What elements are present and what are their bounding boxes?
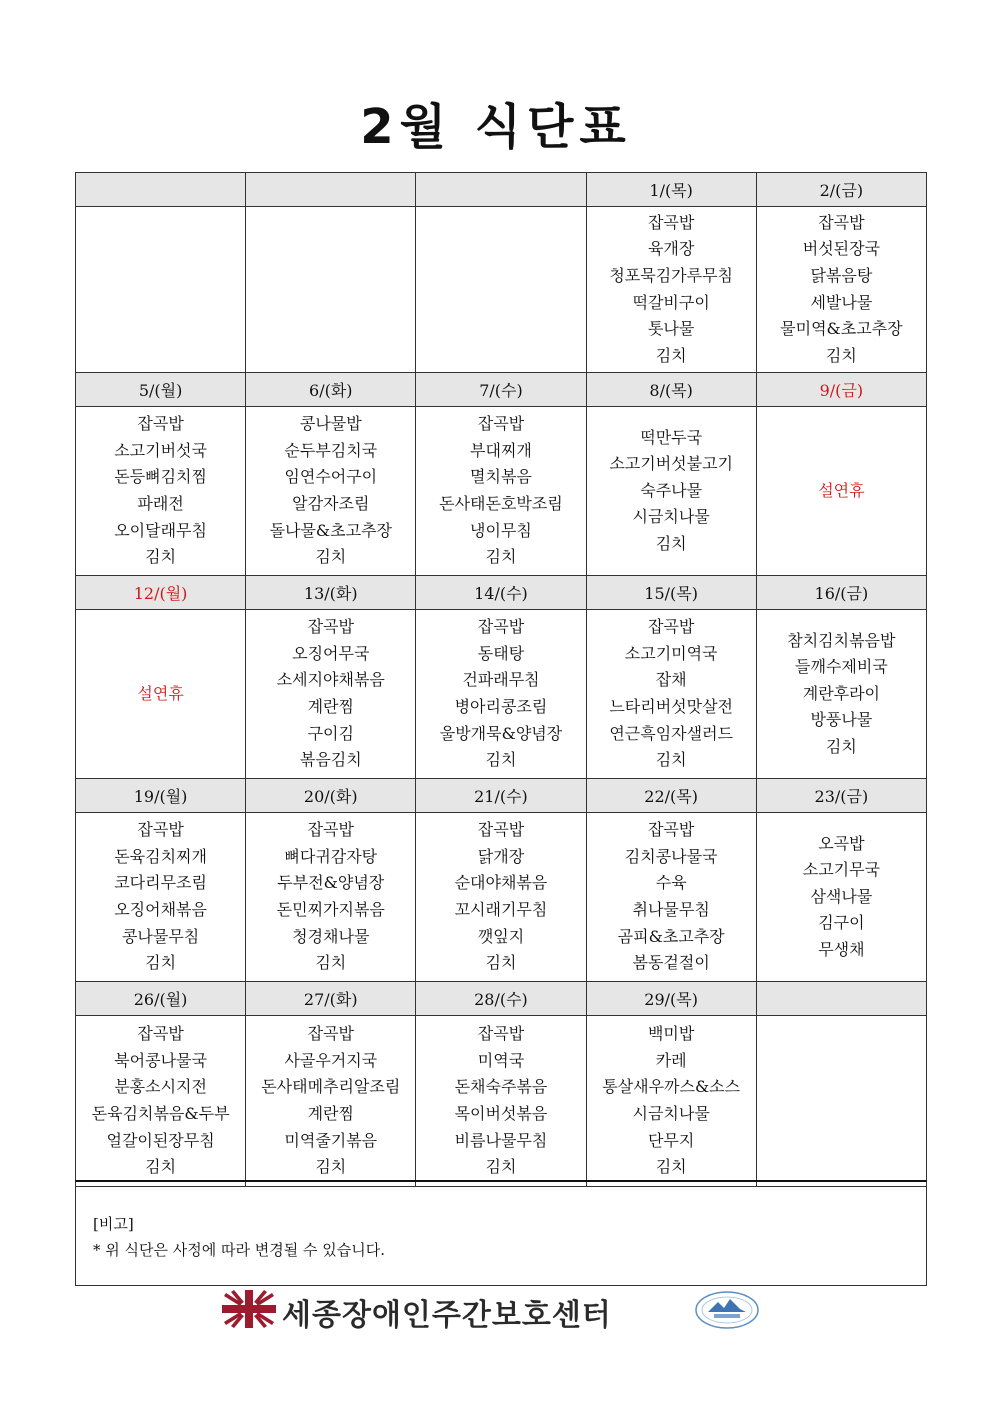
menu-cell bbox=[586, 1016, 756, 1187]
center-emblem-icon bbox=[694, 1290, 760, 1334]
date-header-row bbox=[76, 576, 927, 610]
menu-item: 오이달래무침 bbox=[114, 520, 207, 540]
menu-cell bbox=[586, 207, 756, 373]
menu-item: 냉이무침 bbox=[470, 520, 532, 540]
menu-item: 카레 bbox=[655, 1050, 687, 1070]
menu-item: 소고기버섯불고기 bbox=[609, 454, 733, 474]
menu-item: 김치 bbox=[315, 1157, 347, 1177]
menu-item: 잡곡밥 bbox=[307, 1024, 354, 1044]
menu-item: 잡곡밥 bbox=[477, 820, 525, 840]
menu-item: 김치 bbox=[485, 953, 517, 973]
menu-item: 오징어무국 bbox=[292, 643, 370, 663]
date-header-cell: 16/(금) bbox=[756, 576, 926, 610]
date-header-cell: 9/(금) bbox=[756, 373, 926, 407]
menu-item: 닭볶음탕 bbox=[810, 265, 873, 285]
menu-item: 수육 bbox=[655, 873, 687, 893]
menu-item: 병아리콩조림 bbox=[454, 697, 548, 716]
menu-item: 잡곡밥 bbox=[137, 820, 184, 840]
menu-item: 소세지야채볶음 bbox=[276, 670, 385, 690]
date-header-cell: 2/(금) bbox=[756, 173, 926, 207]
menu-cell bbox=[756, 813, 926, 982]
menu-item: 건파래무침 bbox=[462, 670, 540, 690]
date-header-cell: 28/(수) bbox=[416, 982, 586, 1016]
menu-item: 김치콩나물국 bbox=[624, 846, 718, 866]
menu-item: 북어콩나물국 bbox=[114, 1050, 207, 1070]
menu-item: 김치 bbox=[655, 533, 687, 553]
date-header-cell: 26/(월) bbox=[76, 982, 246, 1016]
menu-item: 김치 bbox=[315, 953, 347, 973]
menu-item: 볶음김치 bbox=[299, 750, 362, 770]
menu-item: 잡곡밥 bbox=[818, 212, 865, 232]
menu-item: 깻잎지 bbox=[477, 926, 525, 946]
menu-cell bbox=[586, 610, 756, 779]
menu-item: 잡곡밥 bbox=[137, 1024, 184, 1044]
menu-cell bbox=[586, 407, 756, 576]
date-header-cell: 13/(화) bbox=[246, 576, 416, 610]
menu-item: 목이버섯볶음 bbox=[454, 1104, 548, 1123]
menu-cell bbox=[756, 407, 926, 576]
menu-item: 단무지 bbox=[647, 1130, 695, 1150]
menu-item: 두부전&양념장 bbox=[277, 873, 385, 893]
date-header-cell: 27/(화) bbox=[246, 982, 416, 1016]
date-header-cell: 7/(수) bbox=[416, 373, 586, 407]
menu-item: 계란찜 bbox=[307, 1104, 354, 1123]
menu-item: 김치 bbox=[825, 345, 857, 365]
menu-item: 돈민찌가지볶음 bbox=[276, 900, 385, 919]
menu-item: 봄동겉절이 bbox=[632, 953, 710, 973]
menu-item: 잡곡밥 bbox=[137, 414, 184, 434]
menu-item: 김치 bbox=[315, 547, 347, 567]
menu-item: 육개장 bbox=[647, 239, 695, 259]
menu-item: 잡곡밥 bbox=[647, 617, 695, 637]
date-header-row bbox=[76, 779, 927, 813]
menu-item: 꼬시래기무침 bbox=[454, 900, 548, 919]
date-header-row bbox=[76, 373, 927, 407]
holiday-label: 설연휴 bbox=[818, 480, 865, 500]
menu-cell bbox=[246, 610, 416, 779]
menu-item: 잡채 bbox=[655, 670, 687, 690]
menu-item: 김치 bbox=[145, 547, 177, 567]
menu-item: 코다리무조림 bbox=[114, 873, 207, 893]
menu-item: 김치 bbox=[485, 1157, 517, 1177]
menu-item: 김치 bbox=[485, 750, 517, 770]
menu-item: 청포묵김가루무침 bbox=[609, 265, 733, 285]
menu-cell bbox=[756, 1016, 926, 1187]
menu-item: 돈사태메추리알조림 bbox=[261, 1077, 401, 1097]
menu-item: 떡갈비구이 bbox=[632, 292, 710, 312]
menu-item: 임연수어구이 bbox=[284, 467, 378, 487]
menu-item: 연근흑임자샐러드 bbox=[609, 723, 733, 743]
footer bbox=[0, 1288, 992, 1334]
date-header-cell: 6/(화) bbox=[246, 373, 416, 407]
date-header-cell: 12/(월) bbox=[76, 576, 246, 610]
menu-item: 김치 bbox=[825, 736, 857, 756]
menu-row bbox=[76, 813, 927, 982]
date-header-cell: 1/(목) bbox=[586, 173, 756, 207]
menu-item: 김치 bbox=[145, 1157, 177, 1177]
menu-item: 미역줄기볶음 bbox=[284, 1130, 378, 1150]
menu-cell bbox=[76, 207, 246, 373]
date-header-cell bbox=[76, 173, 246, 207]
menu-cell bbox=[756, 610, 926, 779]
menu-item: 닭개장 bbox=[477, 846, 525, 866]
menu-item: 순두부김치국 bbox=[284, 440, 378, 460]
menu-item: 소고기버섯국 bbox=[114, 440, 207, 460]
meal-plan-table bbox=[75, 172, 927, 1187]
menu-item: 김치 bbox=[655, 750, 687, 770]
menu-item: 뼈다귀감자탕 bbox=[284, 846, 378, 866]
date-header-cell: 19/(월) bbox=[76, 779, 246, 813]
menu-item: 순대야채볶음 bbox=[454, 873, 548, 893]
menu-item: 콩나물무침 bbox=[121, 926, 200, 946]
date-header-cell bbox=[416, 173, 586, 207]
menu-cell bbox=[246, 207, 416, 373]
menu-item: 김치 bbox=[655, 1157, 687, 1177]
menu-item: 느타리버섯맛살전 bbox=[609, 697, 733, 716]
menu-item: 삼색나물 bbox=[810, 886, 873, 906]
holiday-label: 설연휴 bbox=[137, 683, 184, 703]
menu-item: 멸치볶음 bbox=[470, 467, 532, 487]
menu-item: 물미역&초고추장 bbox=[780, 319, 903, 339]
menu-item: 미역국 bbox=[477, 1050, 525, 1070]
menu-item: 돈사태돈호박조림 bbox=[439, 494, 563, 513]
menu-item: 돈육김치볶음&두부 bbox=[91, 1104, 230, 1123]
menu-item: 계란후라이 bbox=[802, 683, 881, 703]
menu-item: 돌나물&초고추장 bbox=[269, 520, 392, 540]
menu-item: 세발나물 bbox=[810, 292, 873, 312]
date-header-cell: 8/(목) bbox=[586, 373, 756, 407]
menu-item: 방풍나물 bbox=[810, 710, 873, 730]
menu-row bbox=[76, 407, 927, 576]
menu-item: 버섯된장국 bbox=[802, 239, 881, 259]
date-header-cell: 23/(금) bbox=[756, 779, 926, 813]
menu-item: 부대찌개 bbox=[470, 440, 532, 460]
date-header-row bbox=[76, 173, 927, 207]
menu-item: 울방개묵&양념장 bbox=[439, 723, 563, 743]
menu-cell bbox=[76, 1016, 246, 1187]
menu-item: 잡곡밥 bbox=[477, 617, 525, 637]
menu-item: 떡만두국 bbox=[640, 427, 703, 447]
menu-row bbox=[76, 1016, 927, 1187]
menu-row bbox=[76, 207, 927, 373]
menu-item: 김치 bbox=[145, 953, 177, 973]
menu-item: 콩나물밥 bbox=[299, 414, 362, 434]
menu-cell bbox=[246, 407, 416, 576]
menu-item: 김치 bbox=[485, 547, 517, 567]
date-header-cell bbox=[756, 982, 926, 1016]
date-header-cell: 5/(월) bbox=[76, 373, 246, 407]
menu-item: 얼갈이된장무침 bbox=[106, 1130, 215, 1150]
menu-item: 취나물무침 bbox=[632, 900, 710, 919]
date-header-cell: 22/(목) bbox=[586, 779, 756, 813]
menu-item: 청경채나물 bbox=[292, 926, 370, 946]
menu-item: 잡곡밥 bbox=[477, 414, 525, 434]
menu-item: 오곡밥 bbox=[818, 833, 865, 853]
notes-text: * 위 식단은 사정에 따라 변경될 수 있습니다. bbox=[93, 1241, 385, 1259]
menu-cell bbox=[416, 1016, 586, 1187]
date-header-cell: 15/(목) bbox=[586, 576, 756, 610]
menu-item: 톳나물 bbox=[647, 319, 695, 339]
menu-item: 잡곡밥 bbox=[307, 820, 354, 840]
menu-cell bbox=[246, 1016, 416, 1187]
date-header-cell: 20/(화) bbox=[246, 779, 416, 813]
organization-name: 세종장애인주간보호센터 bbox=[282, 1298, 612, 1333]
menu-item: 사골우거지국 bbox=[284, 1050, 378, 1070]
menu-cell bbox=[76, 610, 246, 779]
caritas-logo-icon bbox=[222, 1290, 276, 1332]
menu-item: 시금치나물 bbox=[632, 1104, 710, 1123]
menu-item: 백미밥 bbox=[647, 1024, 695, 1044]
menu-item: 분홍소시지전 bbox=[114, 1077, 207, 1097]
menu-item: 구이김 bbox=[307, 723, 354, 743]
menu-item: 소고기미역국 bbox=[624, 643, 718, 663]
menu-item: 들깨수제비국 bbox=[795, 657, 888, 677]
menu-item: 곰피&초고추장 bbox=[617, 926, 725, 946]
date-header-cell: 21/(수) bbox=[416, 779, 586, 813]
menu-item: 잡곡밥 bbox=[307, 617, 354, 637]
menu-item: 잡곡밥 bbox=[647, 212, 695, 232]
menu-item: 잡곡밥 bbox=[477, 1024, 525, 1044]
menu-item: 돈등뼈김치찜 bbox=[114, 467, 207, 487]
menu-item: 돈육김치찌개 bbox=[114, 846, 207, 866]
menu-row bbox=[76, 610, 927, 779]
menu-item: 오징어채볶음 bbox=[114, 900, 207, 919]
menu-item: 파래전 bbox=[137, 494, 184, 513]
menu-item: 참치김치볶음밥 bbox=[787, 630, 896, 650]
menu-item: 돈채숙주볶음 bbox=[454, 1077, 548, 1097]
menu-item: 동태탕 bbox=[477, 643, 525, 663]
menu-cell bbox=[76, 813, 246, 982]
menu-cell bbox=[416, 610, 586, 779]
notes-box bbox=[75, 1180, 927, 1286]
date-header-cell: 29/(목) bbox=[586, 982, 756, 1016]
menu-item: 무생채 bbox=[818, 939, 865, 959]
menu-cell bbox=[586, 813, 756, 982]
menu-item: 김치 bbox=[655, 345, 687, 365]
menu-cell bbox=[416, 207, 586, 373]
date-header-cell bbox=[246, 173, 416, 207]
menu-item: 알감자조림 bbox=[292, 494, 370, 513]
page-title: 2월 식단표 bbox=[360, 99, 632, 155]
menu-cell bbox=[416, 407, 586, 576]
menu-cell bbox=[416, 813, 586, 982]
menu-cell bbox=[756, 207, 926, 373]
menu-item: 통살새우까스&소스 bbox=[602, 1077, 741, 1097]
menu-item: 시금치나물 bbox=[632, 507, 710, 527]
menu-cell bbox=[246, 813, 416, 982]
menu-item: 비름나물무침 bbox=[454, 1130, 548, 1150]
menu-item: 김구이 bbox=[818, 913, 865, 933]
menu-item: 잡곡밥 bbox=[647, 820, 695, 840]
date-header-row bbox=[76, 982, 927, 1016]
menu-item: 계란찜 bbox=[307, 697, 354, 716]
menu-item: 소고기무국 bbox=[802, 860, 881, 880]
menu-item: 숙주나물 bbox=[640, 480, 703, 500]
menu-cell bbox=[76, 407, 246, 576]
date-header-cell: 14/(수) bbox=[416, 576, 586, 610]
notes-heading: [비고] bbox=[93, 1215, 134, 1233]
